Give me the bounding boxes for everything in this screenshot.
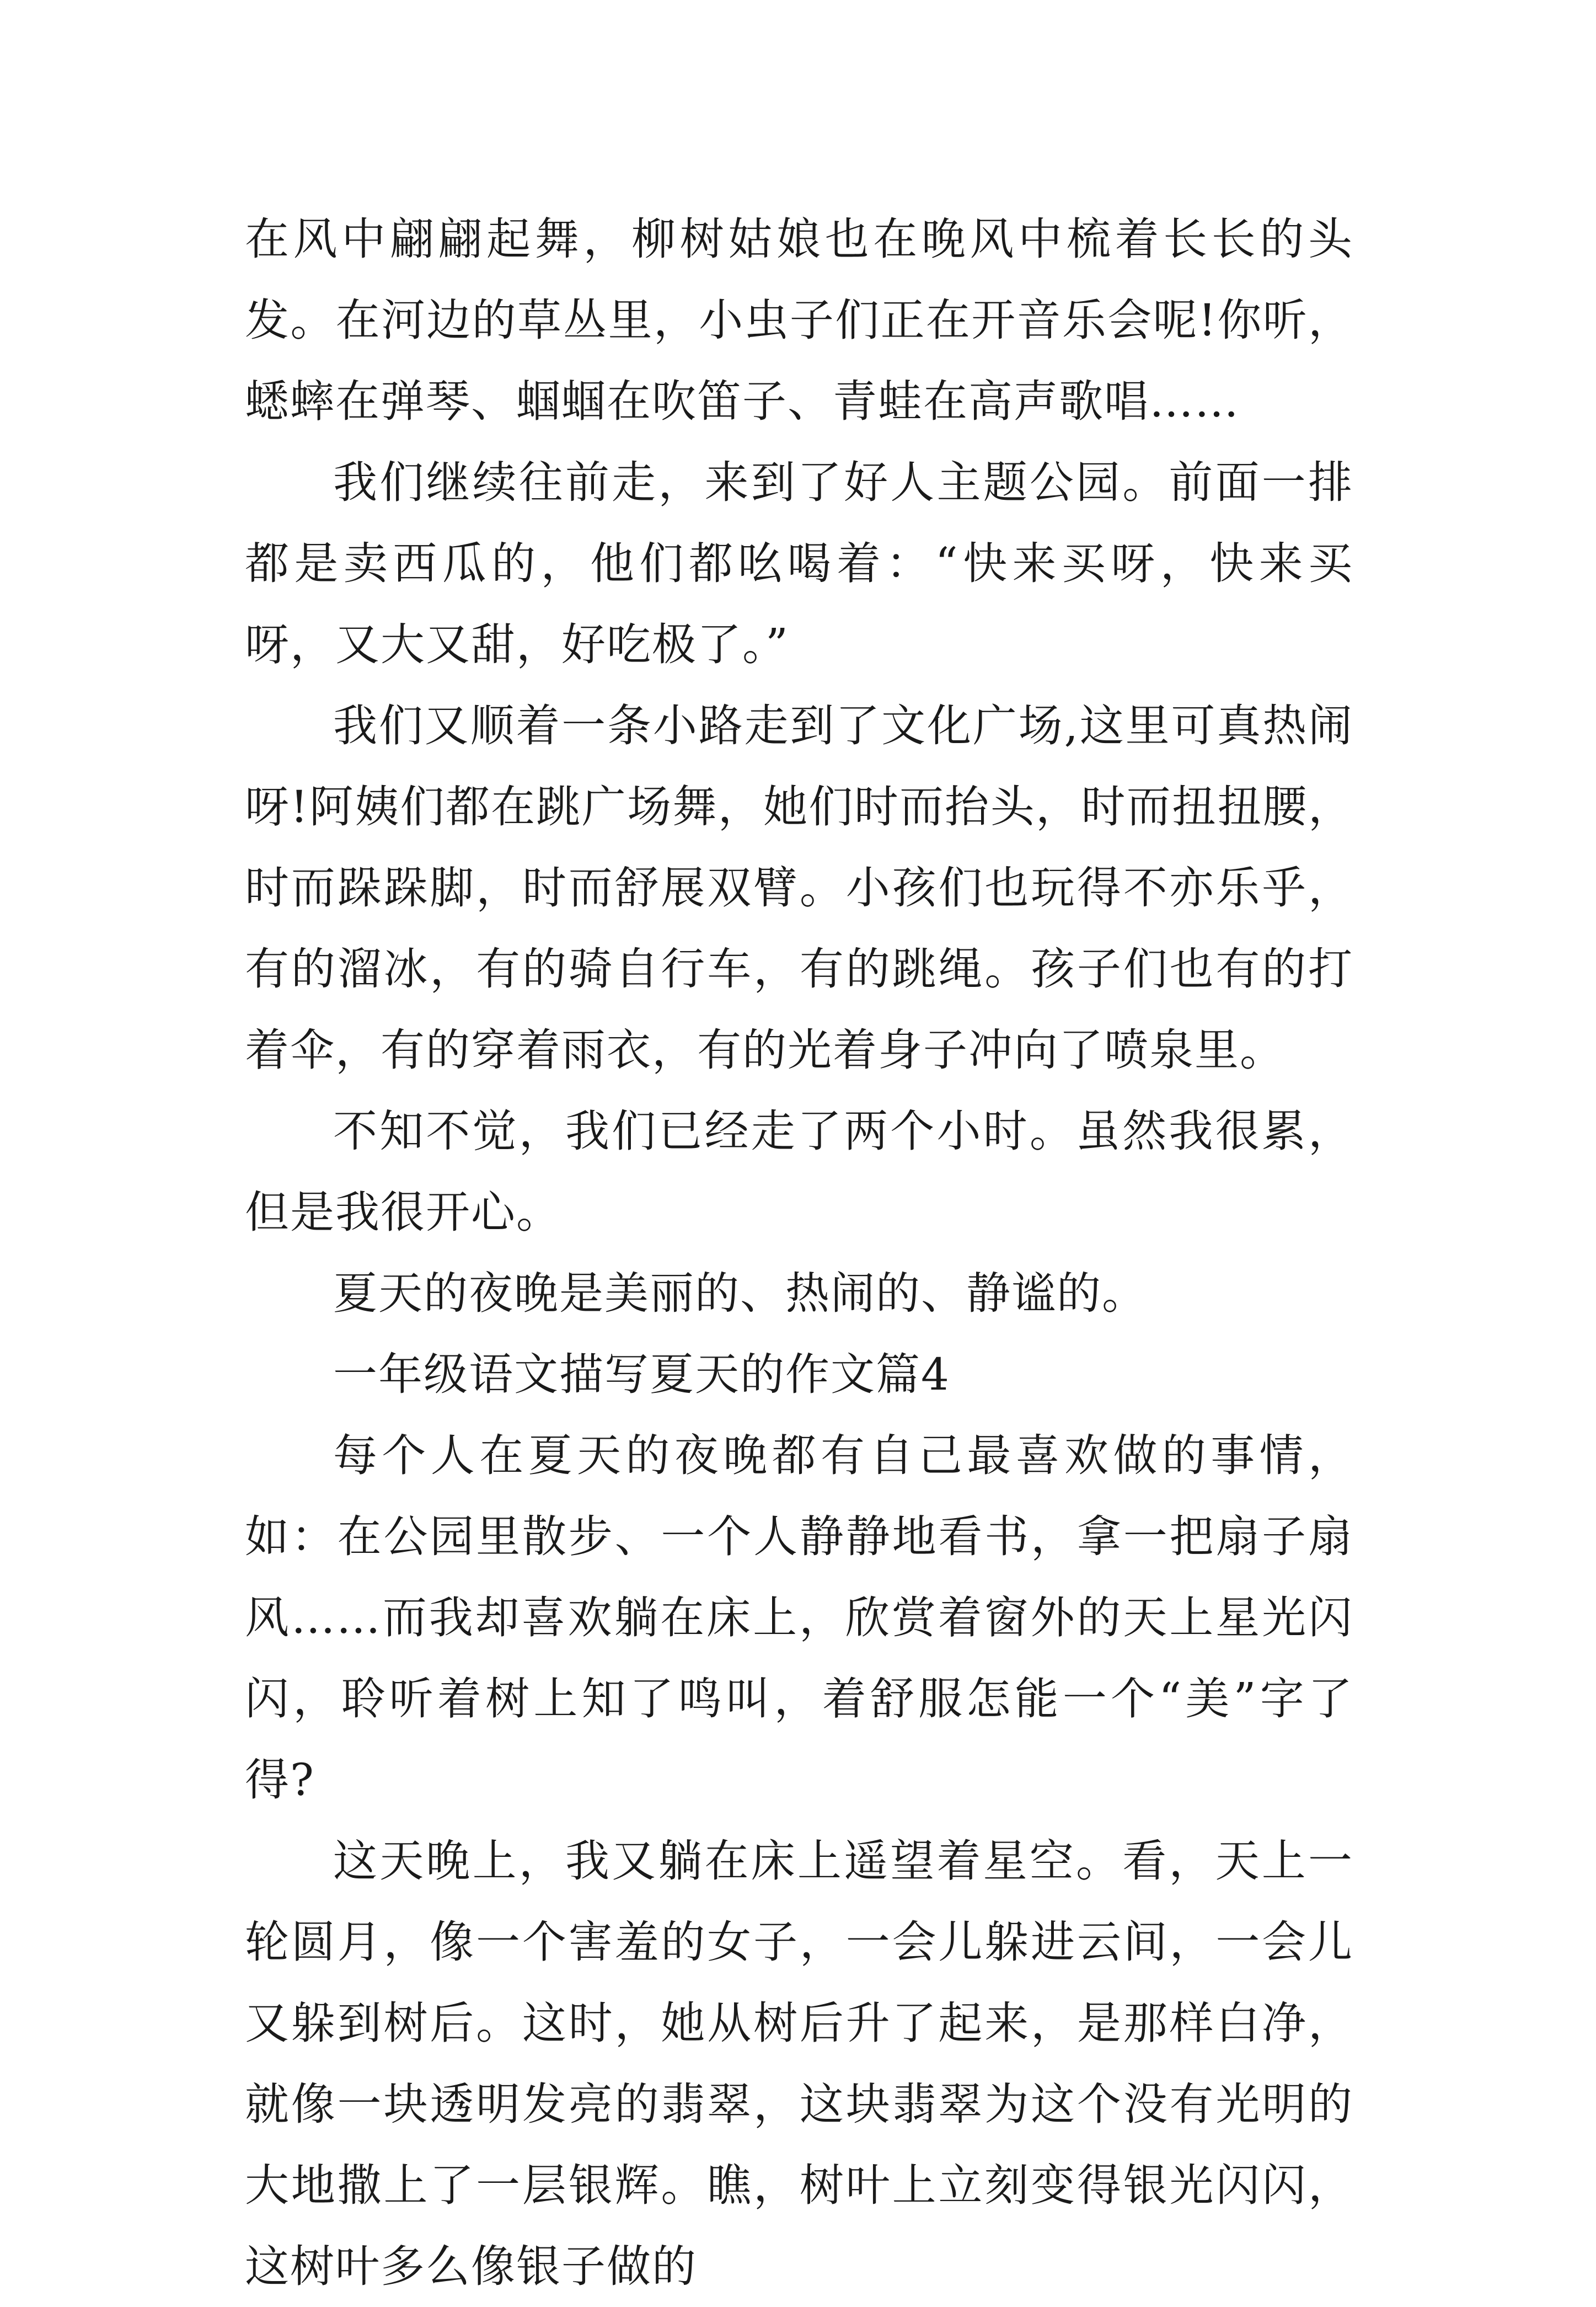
paragraph: 在风中翩翩起舞，柳树姑娘也在晚风中梳着长长的头发。在河边的草丛里，小虫子们正在开音乐会呢!你听，蟋蟀在弹琴、蝈蝈在吹笛子、青蛙在高声歌唱…… <box>245 213 1353 427</box>
body-text <box>245 199 1353 2307</box>
paragraph: 我们继续往前走，来到了好人主题公园。前面一排都是卖西瓜的，他们都吆喝着：“快来买呀，快来买呀，又大又甜，好吃极了。” <box>245 457 1353 670</box>
paragraph: 我们又顺着一条小路走到了文化广场,这里可真热闹呀!阿姨们都在跳广场舞，她们时而抬头，时而扭扭腰，时而跺跺脚，时而舒展双臂。小孩们也玩得不亦乐乎，有的溜冰，有的骑自行车，有的跳绳。孩子们也有的打着伞，有的穿着雨衣，有的光着身子冲向了喷泉里。 <box>245 700 1353 1076</box>
paragraph: 每个人在夏天的夜晚都有自己最喜欢做的事情，如：在公园里散步、一个人静静地看书，拿一把扇子扇风……而我却喜欢躺在床上，欣赏着窗外的天上星光闪闪，聆听着树上知了鸣叫，着舒服怎能一个“美”字了得? <box>245 1430 1353 1806</box>
section-heading: 一年级语文描写夏天的作文篇4 <box>333 1349 950 1400</box>
paragraph: 这天晚上，我又躺在床上遥望着星空。看，天上一轮圆月，像一个害羞的女子，一会儿躲进云间，一会儿又躲到树后。这时，她从树后升了起来，是那样白净，就像一块透明发亮的翡翠，这块翡翠为这个没有光明的大地撒上了一层银辉。瞧，树叶上立刻变得银光闪闪，这树叶多么像银子做的 <box>245 1835 1353 2292</box>
paragraph: 不知不觉，我们已经走了两个小时。虽然我很累，但是我很开心。 <box>245 1106 1353 1238</box>
paragraph: 夏天的夜晚是美丽的、热闹的、静谧的。 <box>333 1268 1147 1319</box>
